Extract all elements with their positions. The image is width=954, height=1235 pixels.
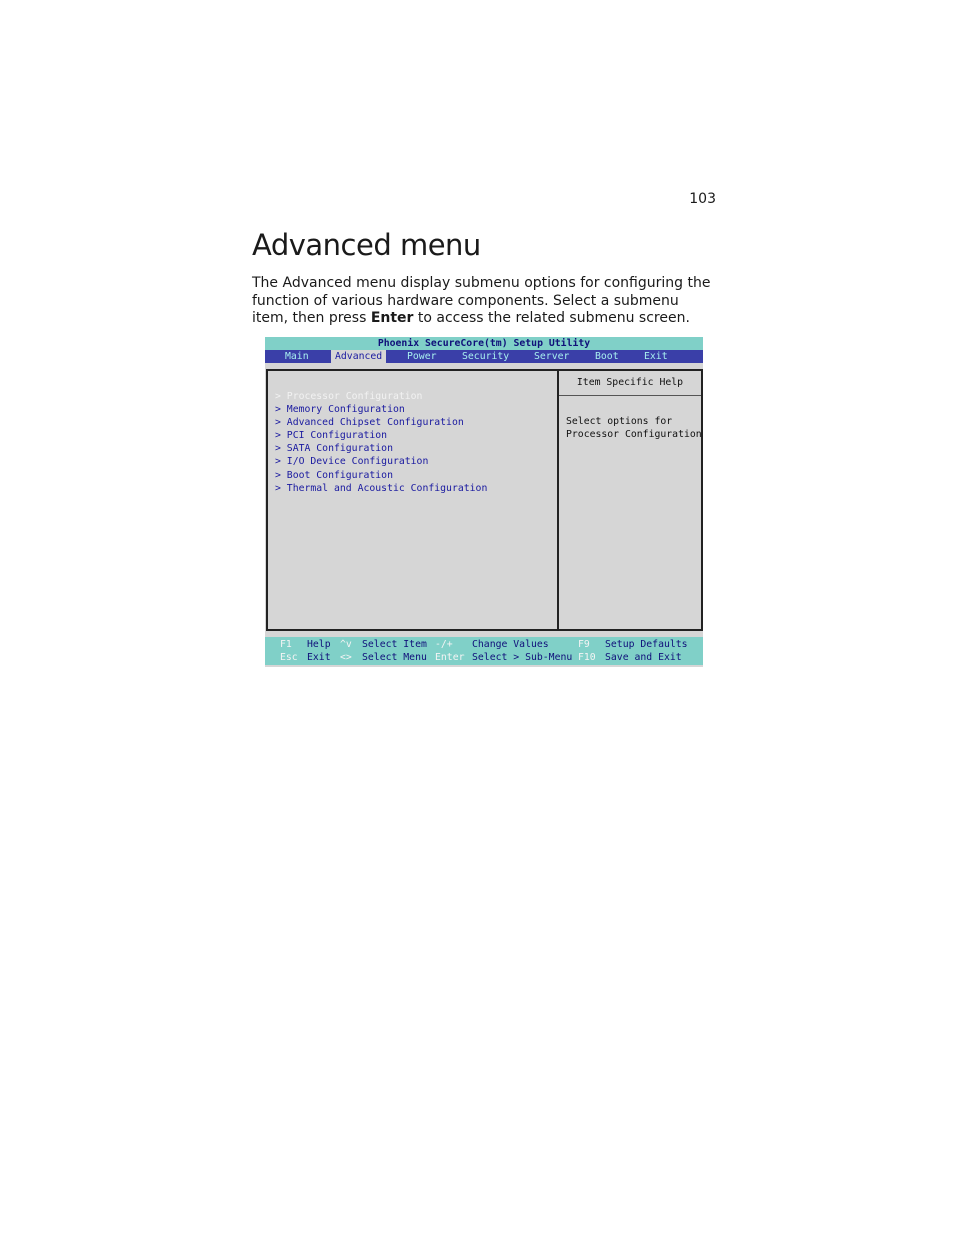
bios-title-bar: Phoenix SecureCore(tm) Setup Utility [265,337,703,350]
key-f9-desc: Setup Defaults [605,639,688,650]
key-updown-desc: Select Item [362,639,427,650]
help-title: Item Specific Help [576,377,684,388]
submenu-boot-configuration[interactable]: > Boot Configuration [275,469,393,481]
submenu-io-device-configuration[interactable]: > I/O Device Configuration [275,456,429,468]
intro-enter-key: Enter [370,310,414,327]
menu-security[interactable]: Security [462,351,510,362]
key-f1-desc: Help [307,639,331,650]
menu-exit[interactable]: Exit [644,351,668,362]
menu-boot[interactable]: Boot [595,351,619,362]
submenu-pci-configuration[interactable]: > PCI Configuration [275,430,388,442]
submenu-thermal-acoustic-configuration[interactable]: > Thermal and Acoustic Configuration [275,482,488,494]
submenu-list [275,390,487,495]
help-divider [559,395,701,396]
key-plusminus: -/+ [435,639,453,650]
key-enter-desc: Select > Sub-Menu [472,652,573,663]
key-f10-desc: Save and Exit [605,652,682,663]
submenu-panel [266,369,558,631]
key-f1: F1 [280,639,292,650]
key-f9: F9 [578,639,590,650]
page-number: 103 [689,191,716,207]
help-text: Select options for Processor Configuration [566,416,702,440]
intro-text-before: The Advanced menu display submenu options for configuring the function of various hardware components. Select a submenu item, then press [252,275,711,327]
key-plusminus-desc: Change Values [472,639,549,650]
submenu-processor-configuration[interactable]: > Processor Configuration [275,391,423,402]
key-updown: ^v [340,639,352,650]
bios-setup-screenshot [265,337,703,667]
submenu-sata-configuration[interactable]: > SATA Configuration [275,443,393,455]
submenu-advanced-chipset-configuration[interactable]: > Advanced Chipset Configuration [275,417,464,429]
intro-paragraph [252,275,712,328]
key-enter: Enter [435,652,465,663]
item-help-panel [558,369,703,631]
submenu-memory-configuration[interactable]: > Memory Configuration [275,404,405,416]
key-leftright-desc: Select Menu [362,652,427,663]
key-leftright: <> [340,652,352,663]
menu-main[interactable]: Main [285,351,309,362]
menu-advanced[interactable]: Advanced [331,350,386,363]
page-title: Advanced menu [252,228,481,262]
key-esc: Esc [280,652,298,663]
bios-menu-bar [265,350,703,363]
menu-server[interactable]: Server [534,351,570,362]
intro-text-after: to access the related submenu screen. [413,310,690,327]
menu-power[interactable]: Power [407,351,437,362]
key-f10: F10 [578,652,596,663]
key-esc-desc: Exit [307,652,331,663]
bios-key-legend [265,637,703,665]
